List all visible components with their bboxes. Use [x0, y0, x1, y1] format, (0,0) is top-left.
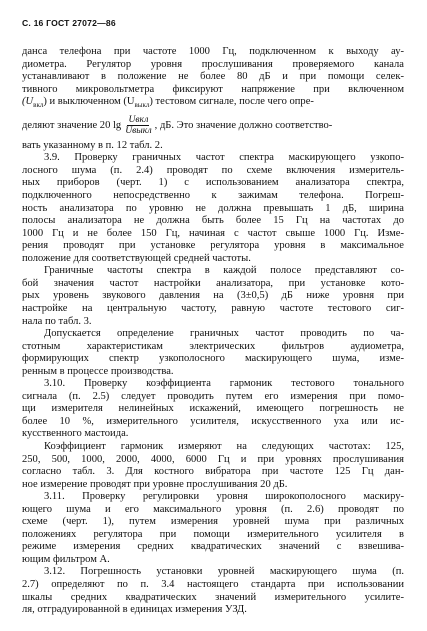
text-line: ренным в процессе производства. — [22, 365, 174, 377]
text-line: полосы анализатора не должна быть более 15 Гц на частотах до — [22, 215, 404, 227]
text-line: 1000 Гц и не более 150 Гц, начиная с частот свыше 1000 Гц. Изме- — [22, 227, 404, 239]
text-line: 250, 500, 1000, 2000, 4000, 6000 Гц и при уровнях прослушивания — [22, 453, 404, 465]
text-line: режиме измерения средних квадратических значений с взвешива- — [22, 541, 404, 553]
text-line: данса телефона при частоте 1000 Гц, подключенном к выходу ау- — [22, 46, 404, 57]
page-header: С. 16 ГОСТ 27072—86 — [22, 18, 116, 28]
text-line: стотным характеристикам электрических фильтров аудиометра, — [22, 340, 404, 352]
text-fragment: ) и выключенном (U — [43, 96, 135, 108]
text-line-with-voltage — [22, 96, 404, 112]
fraction-numerator: Uвкл — [128, 114, 149, 126]
document-body — [22, 46, 404, 617]
paragraph-start: Коэффициент гармоник измеряют на следующих частотах: 125, — [44, 440, 404, 452]
voltage-symbol: (U — [22, 96, 34, 108]
text-line: положениях регулятора при помощи измерительного усилителя в — [22, 528, 404, 540]
text-line: тивного микровольтметра фиксируют напряжение при включенном — [22, 83, 404, 95]
voltage-ratio-fraction — [124, 115, 152, 136]
text-line: кусственного мастоида. — [22, 428, 129, 440]
formula-line — [22, 112, 404, 140]
text-line: рения проводят при установке регулятора уровня в максимальное — [22, 240, 404, 252]
text-line: настройке на центральную частоту, равную частоте тестового сиг- — [22, 302, 404, 314]
text-line: согласно табл. 3. Для костного вибратора при частоте 125 Гц дан- — [22, 466, 404, 478]
text-line: диометра. Регулятор уровня прослушивания проверяемого канала — [22, 58, 404, 70]
text-line: схеме (черт. 1), путем измерения уровней шума при различных — [22, 516, 404, 528]
voltage-subscript: вкл — [33, 101, 44, 110]
text-line: нала по табл. 3. — [22, 315, 92, 327]
text-line: сигнала (п. 2.5) следует проводить путем его измерения при помо- — [22, 390, 404, 402]
text-line: более 10 %, измерительного усилителя, искусственного уха или ис- — [22, 415, 404, 427]
text-line: ность анализатора по уровню не должна превышать 1 дБ, ширина — [22, 202, 404, 214]
text-line: лосного шума (п. 2.4) проводят по схеме включения измеритель- — [22, 164, 404, 176]
formula-suffix: , дБ. Это значение должно соответство- — [154, 119, 333, 131]
text-line: шкалы средних квадратических значений измерительного усилите- — [22, 591, 404, 603]
paragraph-start: Допускается определение граничных частот проводить по ча- — [44, 328, 404, 340]
text-line: ющим фильтром А. — [22, 553, 110, 565]
text-line: устанавливают в положение не более 80 дБ и при помощи селек- — [22, 71, 404, 83]
text-line: подключенного непосредственно к зажимам телефона. Погреш- — [22, 190, 404, 202]
text-line: ных приборов (черт. 1) с использованием анализатора спектра, — [22, 177, 404, 189]
text-line: вать указанному в п. 12 табл. 2. — [22, 139, 163, 151]
voltage-subscript: выкл — [134, 101, 150, 110]
paragraph-3-11-start: 3.11. Проверку регулировки уровня широкополосного маскиру- — [44, 491, 404, 503]
paragraph-start: Граничные частоты спектра в каждой полосе представляют со- — [44, 265, 404, 277]
text-line: бой значения частот настройки анализатора, при установке кото- — [22, 277, 404, 289]
paragraph-3-12-start: 3.12. Погрешность установки уровней маскирующего шума (п. — [44, 566, 404, 578]
text-line: 2.7) определяют по п. 3.4 настоящего стандарта при использовании — [22, 578, 404, 590]
formula-prefix: деляют значение 20 lg — [22, 119, 122, 131]
text-line: ющего шума и его максимального уровня (п. 2.6) проводят по — [22, 503, 404, 515]
text-line: формирующих спектр узкополосного маскирующего шума, изме- — [22, 353, 404, 365]
paragraph-3-10-start: 3.10. Проверку коэффициента гармоник тестового тонального — [44, 378, 404, 390]
paragraph-3-9-start: 3.9. Проверку граничных частот спектра маскирующего узкопо- — [44, 152, 404, 164]
text-line: ля, отградуированной в единицах измерения УЗД. — [22, 604, 247, 616]
fraction-denominator: Uвыкл — [125, 125, 152, 137]
text-line: положение для соответствующей средней частоты. — [22, 252, 251, 264]
text-line: ное измерение проводят при уровне прослушивания 20 дБ. — [22, 478, 288, 490]
text-fragment: ) тестовом сигнале, после чего опре- — [149, 96, 314, 108]
text-line: щи измерителя нелинейных искажений, имеющего погрешность не — [22, 403, 404, 415]
text-line: рых уровень звукового давления на (3±0,5) дБ ниже уровня при — [22, 290, 404, 302]
